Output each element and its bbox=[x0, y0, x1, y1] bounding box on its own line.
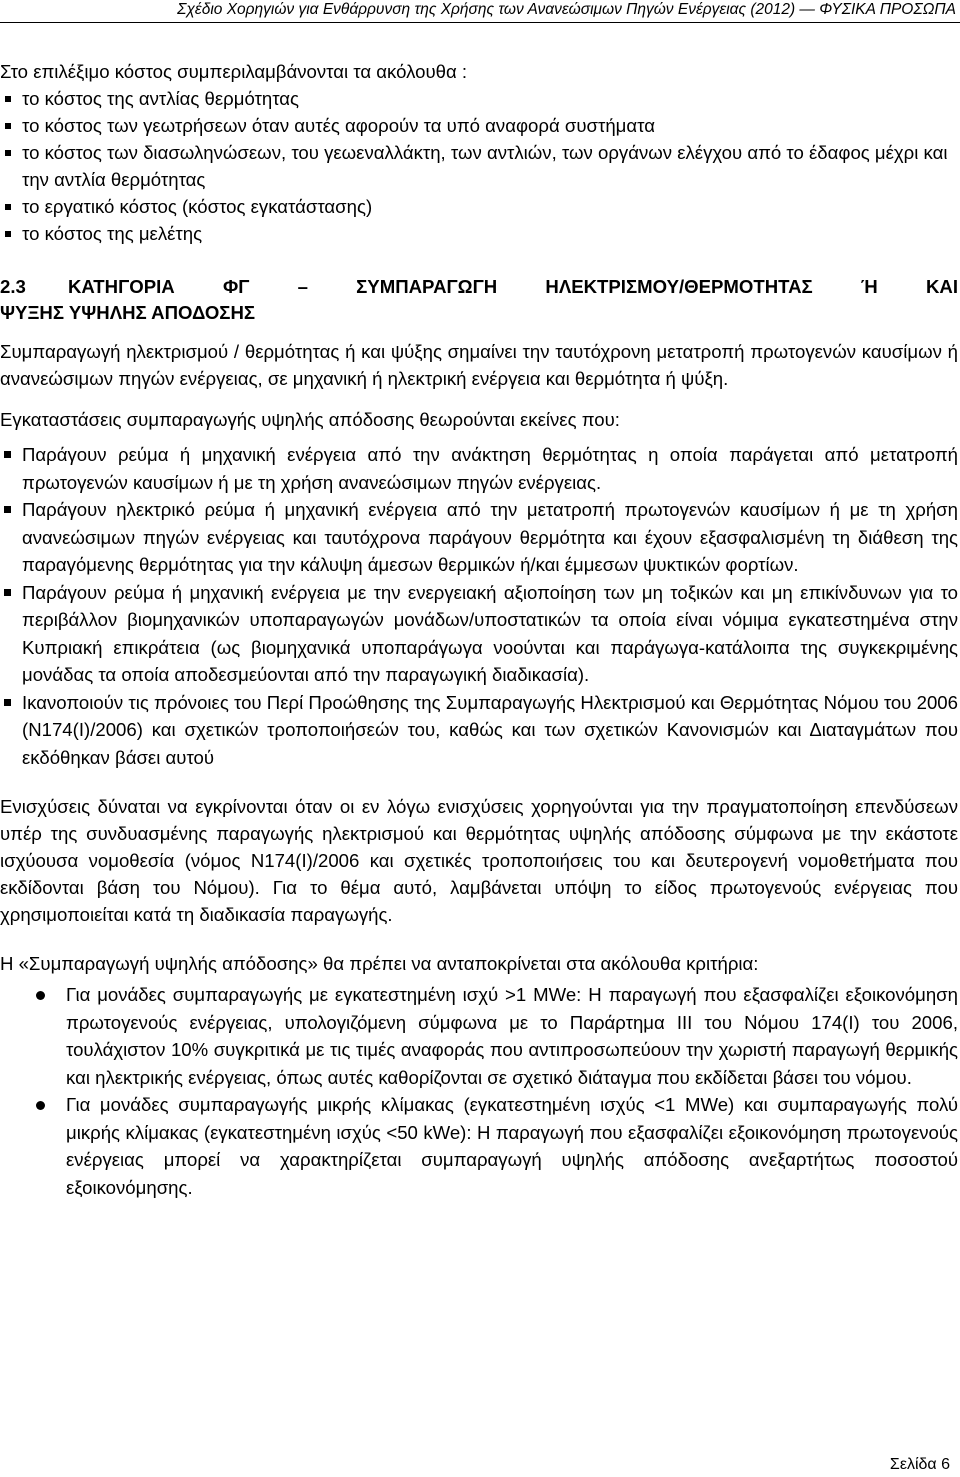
list-item: Παράγουν ρεύμα ή μηχανική ενέργεια από την ανάκτηση θερμότητας η οποία παράγεται από μετατροπή πρωτογενών καυσίμων ή με τη χρήση ανανεώσιμων πηγών ενέργειας. bbox=[0, 441, 958, 496]
section-title-text: ΚΑΤΗΓΟΡΙΑ ΦΓ – ΣΥΜΠΑΡΑΓΩΓΗ ΗΛΕΚΤΡΙΣΜΟΥ/ΘΕΡΜΟΤΗΤΑΣ Ή ΚΑΙ bbox=[68, 276, 958, 297]
list-item: το κόστος της μελέτης bbox=[0, 220, 958, 247]
section-number: 2.3 bbox=[0, 276, 26, 297]
high-efficiency-criteria-list bbox=[0, 981, 958, 1201]
section-title-line2: ΨΥΞΗΣ ΥΨΗΛΗΣ ΑΠΟΔΟΣΗΣ bbox=[0, 302, 256, 323]
eligible-cost-list bbox=[0, 85, 958, 247]
criteria-list bbox=[0, 441, 958, 771]
list-item: το εργατικό κόστος (κόστος εγκατάστασης) bbox=[0, 193, 958, 220]
section-title-line1 bbox=[0, 274, 958, 300]
document-body bbox=[0, 58, 958, 1201]
paragraph: Εγκαταστάσεις συμπαραγωγής υψηλής απόδοσης θεωρούνται εκείνες που: bbox=[0, 409, 620, 430]
paragraph: Συμπαραγωγή ηλεκτρισμού / θερμότητας ή και ψύξης σημαίνει την ταυτόχρονη μετατροπή πρωτογενών καυσίμων ή ανανεώσιμων πηγών ενέργειας, σε μηχανική ή ηλεκτρική ενέργεια και θερμότητα ή ψύξη. bbox=[0, 341, 958, 389]
paragraph: Η «Συμπαραγωγή υψηλής απόδοσης» θα πρέπει να ανταποκρίνεται στα ακόλουθα κριτήρια: bbox=[0, 953, 759, 974]
list-item: Για μονάδες συμπαραγωγής μικρής κλίμακας (εγκατεστημένη ισχύς <1 MWe) και συμπαραγωγής πολύ μικρής κλίμακας (εγκατεστημένη ισχύς <50 kWe): Η παραγωγή που εξασφαλίζει εξοικονόμηση πρωτογενούς ενέργειας μπορεί να χαρακτηρίζεται συμπαραγωγή υψηλής απόδοσης ανεξαρτήτως ποσοστού εξοικονόμησης. bbox=[0, 1091, 958, 1201]
list-item: το κόστος των διασωληνώσεων, του γεωεναλλάκτη, των αντλιών, των οργάνων ελέγχου από το έδαφος μέχρι και την αντλία θερμότητας bbox=[0, 139, 958, 193]
list-item: το κόστος της αντλίας θερμότητας bbox=[0, 85, 958, 112]
header-title: Σχέδιο Χορηγιών για Ενθάρρυνση της Χρήσης των Ανανεώσιμων Πηγών Ενέργειας (2012) — ΦΥΣΙΚΑ ΠΡΟΣΩΠΑ bbox=[177, 1, 956, 18]
page-number: Σελίδα 6 bbox=[889, 1456, 950, 1473]
paragraph: Ενισχύσεις δύναται να εγκρίνονται όταν οι εν λόγω ενισχύσεις χορηγούνται για την πραγματοποίηση επενδύσεων υπέρ της συνδυασμένης παραγωγής ηλεκτρισμού και θερμότητας υψηλής απόδοσης σύμφωνα με την εκάστοτε ισχύουσα νομοθεσία (νόμος Ν174(Ι)/2006 και σχετικές τροποποιήσεις του και δευτερογενή νομοθετήματα που εκδίδονται βάση του Νόμου). Για το θέμα αυτό, λαμβάνεται υπόψη το είδος πρωτογενούς ενέργειας που χρησιμοποιείται κατά τη διαδικασία παραγωγής. bbox=[0, 796, 958, 925]
list-item: Παράγουν ρεύμα ή μηχανική ενέργεια με την ενεργειακή αξιοποίηση των μη τοξικών και μη επικίνδυνων για το περιβάλλον βιομηχανικών υποπαραγωγών μονάδων/υποστατικών τα οποία είναι νόμιμα εγκατεστημένα στην Κυπριακή επικράτεια (ως βιομηχανικά υποπαράγωγα νοούνται και παράγωγα-κατάλοιπα της συγκεκριμένης μονάδας τα οποία αποδεσμεύονται από την παραγωγική διαδικασία). bbox=[0, 579, 958, 689]
intro-text: Στο επιλέξιμο κόστος συμπεριλαμβάνονται τα ακόλουθα : bbox=[0, 61, 468, 82]
list-item: Παράγουν ηλεκτρικό ρεύμα ή μηχανική ενέργεια από την μετατροπή πρωτογενών καυσίμων ή με τη χρήση ανανεώσιμων πηγών ενέργειας και ταυτόχρονα παράγουν θερμότητα και έχουν εξασφαλισμένη τη διάθεση της παραγόμενης θερμότητας για την κάλυψη άμεσων θερμικών ή/και έμμεσων ψυκτικών φορτίων. bbox=[0, 496, 958, 579]
list-item: το κόστος των γεωτρήσεων όταν αυτές αφορούν τα υπό αναφορά συστήματα bbox=[0, 112, 958, 139]
list-item: Ικανοποιούν τις πρόνοιες του Περί Προώθησης της Συμπαραγωγής Ηλεκτρισμού και Θερμότητας Νόμου του 2006 (Ν174(Ι)/2006) και σχετικών τροποποιήσεών του, καθώς και των σχετικών Κανονισμών και Διαταγμάτων που εκδόθηκαν βάσει αυτού bbox=[0, 689, 958, 772]
section-heading bbox=[0, 274, 958, 326]
page-header bbox=[0, 0, 960, 23]
list-item: Για μονάδες συμπαραγωγής με εγκατεστημένη ισχύ >1 MWe: Η παραγωγή που εξασφαλίζει εξοικονόμηση πρωτογενούς ενέργειας, υπολογιζόμενη σύμφωνα με το Παράρτημα ΙΙΙ του Νόμου 174(Ι) του 2006, τουλάχιστον 10% συγκριτικά με τις τιμές αναφοράς που αντιπροσωπεύουν την χωριστή παραγωγή θερμικής και ηλεκτρικής ενέργειας, όπως αυτές καθορίζονται σε σχετικό διάταγμα που εκδίδεται βάσει του νόμου. bbox=[0, 981, 958, 1091]
